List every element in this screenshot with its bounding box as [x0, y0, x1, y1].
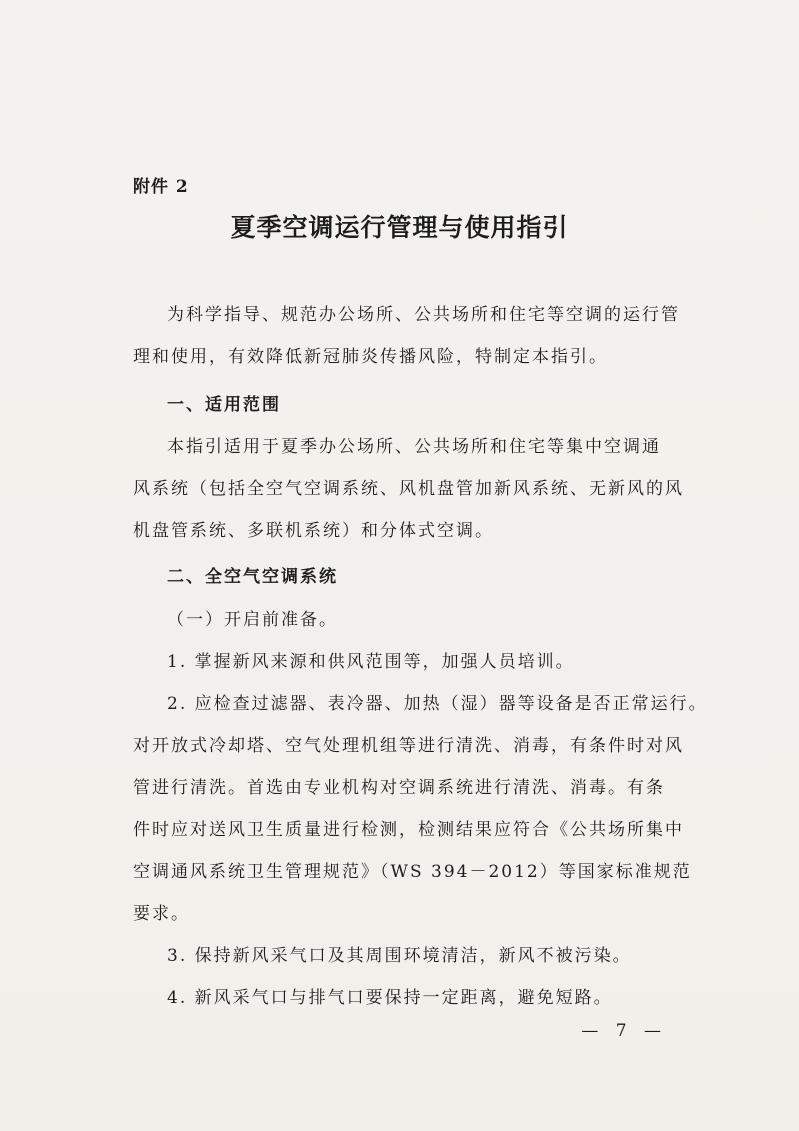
text-line: 理和使用，有效降低新冠肺炎传播风险，特制定本指引。 [133, 347, 608, 367]
text-line: 2. 应检查过滤器、表冷器、加热（湿）器等设备是否正常运行。 [167, 694, 708, 714]
text-line: （一）开启前准备。 [167, 610, 338, 630]
attachment-label: 附件 2 [133, 177, 189, 197]
text-line: 4. 新风采气口与排气口要保持一定距离，避免短路。 [167, 988, 613, 1008]
text-line: 本指引适用于夏季办公场所、公共场所和住宅等集中空调通 [167, 437, 661, 457]
text-line: 件时应对送风卫生质量进行检测，检测结果应符合《公共场所集中 [133, 820, 684, 840]
text-line: 3. 保持新风采气口及其周围环境清洁，新风不被污染。 [167, 946, 632, 966]
document-title: 夏季空调运行管理与使用指引 [230, 213, 569, 242]
page-number: — 7 — [581, 1021, 667, 1041]
text-line: 机盘管系统、多联机系统）和分体式空调。 [133, 521, 494, 541]
text-line: 为科学指导、规范办公场所、公共场所和住宅等空调的运行管 [167, 305, 680, 325]
heading-line: 二、全空气空调系统 [167, 567, 338, 587]
text-line: 风系统（包括全空气空调系统、风机盘管加新风系统、无新风的风 [133, 479, 684, 499]
text-line: 空调通风系统卫生管理规范》（WS 394－2012）等国家标准规范 [133, 862, 692, 882]
heading-line: 一、适用范围 [167, 395, 281, 415]
text-line: 管进行清洗。首选由专业机构对空调系统进行清洗、消毒。有条 [133, 778, 665, 798]
text-line: 1. 掌握新风来源和供风范围等，加强人员培训。 [167, 652, 575, 672]
text-line: 要求。 [133, 904, 190, 924]
text-line: 对开放式冷却塔、空气处理机组等进行清洗、消毒，有条件时对风 [133, 736, 684, 756]
